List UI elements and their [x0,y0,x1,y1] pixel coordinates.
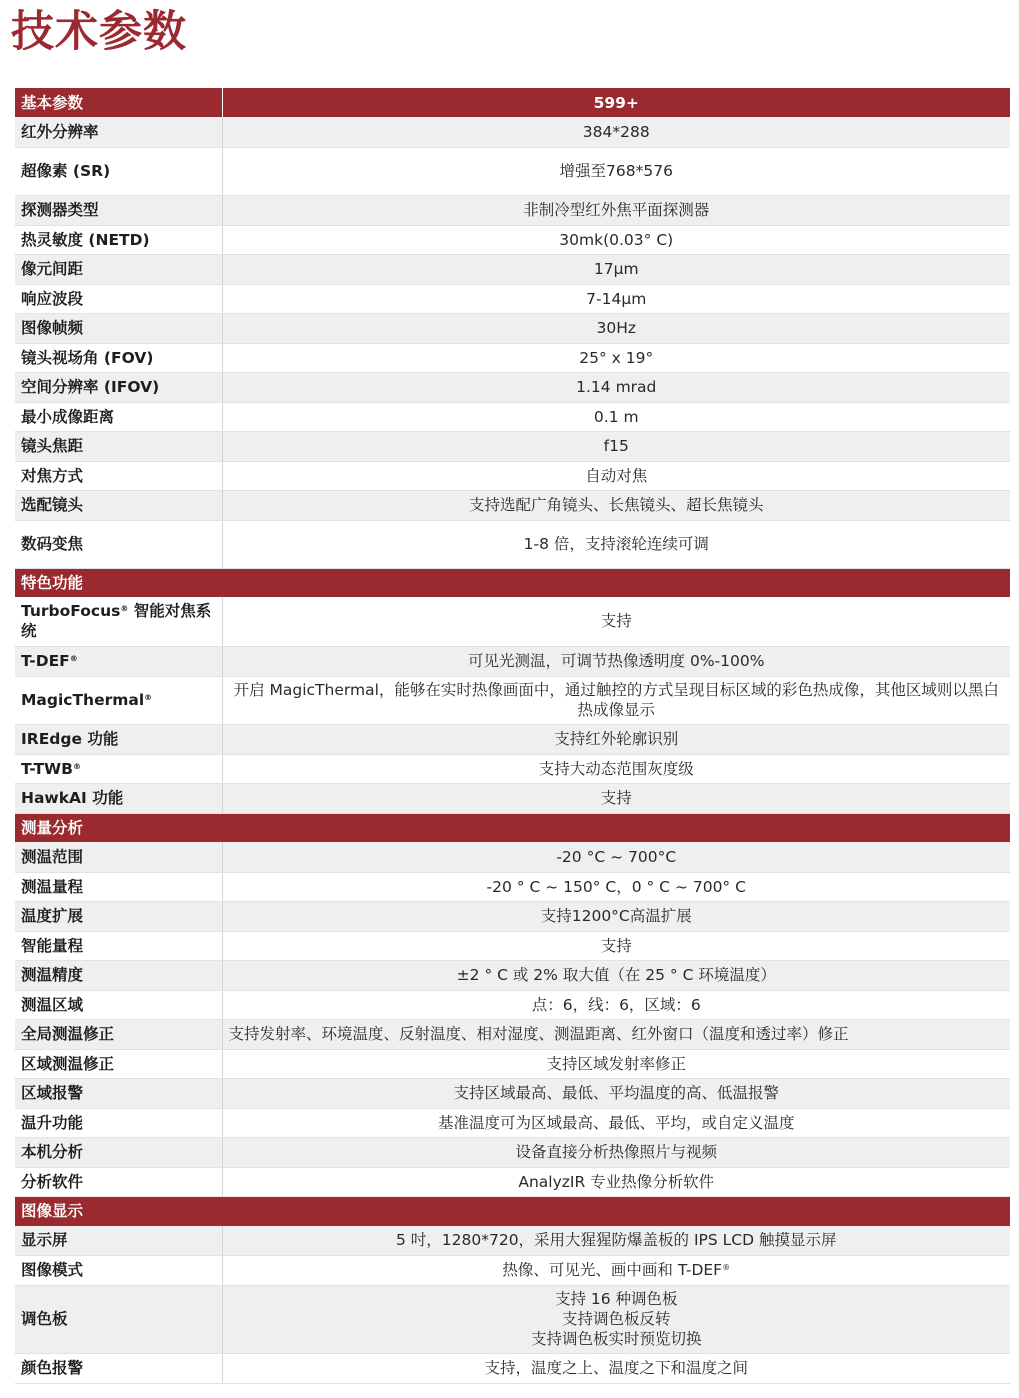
table-row [15,313,1010,343]
palette-line: 支持调色板反转 [561,1310,671,1328]
table-row [15,646,1010,676]
table-row [15,1019,1010,1049]
spec-label: 响应波段 [15,284,222,313]
spec-value: 支持发射率、环境温度、反射温度、相对湿度、测温距离、红外窗口（温度和透过率）修正 [222,1019,1010,1049]
spec-label: 红外分辨率 [15,117,222,147]
registered-mark: ® [72,761,81,771]
spec-value: 支持区域最高、最低、平均温度的高、低温报警 [222,1078,1010,1108]
spec-value: 支持，温度之上、温度之下和温度之间 [222,1353,1010,1383]
brand-name: T-DEF [21,652,70,670]
table-row [15,1226,1010,1255]
spec-label: 超像素 (SR) [15,147,222,195]
spec-label: 温升功能 [15,1108,222,1137]
table-row [15,724,1010,754]
table-row [15,343,1010,372]
spec-label: 全局测温修正 [15,1019,222,1049]
section-title: 基本参数 [15,88,222,117]
table-row [15,461,1010,490]
spec-label: 调色板 [15,1285,222,1353]
spec-label: 测温精度 [15,960,222,990]
table-row [15,931,1010,960]
brand-name: TurboFocus [21,602,121,621]
spec-label: 图像帧频 [15,313,222,343]
spec-label: 数码变焦 [15,520,222,568]
spec-label: 对焦方式 [15,461,222,490]
section-header-basic [15,88,1010,117]
spec-value: 支持 [222,597,1010,646]
table-row [15,1049,1010,1078]
spec-value: 1.14 mrad [222,372,1010,402]
section-header-measure [15,813,1010,842]
spec-label: IREdge 功能 [15,724,222,754]
spec-label: 颜色报警 [15,1353,222,1383]
spec-value: 支持1200°C高温扩展 [222,901,1010,931]
table-row [15,117,1010,147]
registered-mark: ® [722,1263,731,1272]
spec-label: 测温量程 [15,872,222,901]
table-row [15,254,1010,284]
spec-value: 0.1 m [222,402,1010,431]
spec-label: 空间分辨率 (IFOV) [15,372,222,402]
spec-table [15,88,1010,1384]
spec-label: 选配镜头 [15,490,222,520]
spec-value: 384*288 [222,117,1010,147]
spec-value: -20 ° C ~ 150° C，0 ° C ~ 700° C [222,872,1010,901]
spec-value: 支持 [222,783,1010,813]
spec-label: HawkAI 功能 [15,783,222,813]
table-row [15,520,1010,568]
spec-label [15,597,222,646]
spec-value: 30Hz [222,313,1010,343]
table-row [15,872,1010,901]
registered-mark: ® [120,604,129,614]
spec-value [222,1255,1010,1285]
table-row [15,431,1010,461]
table-row [15,842,1010,872]
label-rest: 智能对焦系统 [21,602,212,641]
spec-value: ±2 ° C 或 2% 取大值（在 25 ° C 环境温度） [222,960,1010,990]
spec-label: 温度扩展 [15,901,222,931]
section-header-features [15,568,1010,597]
spec-label: 探测器类型 [15,195,222,225]
spec-label: 智能量程 [15,931,222,960]
table-row [15,402,1010,431]
table-row [15,225,1010,254]
table-row [15,676,1010,724]
spec-label: 像元间距 [15,254,222,284]
table-row [15,372,1010,402]
spec-label: 测温区域 [15,990,222,1019]
table-row [15,990,1010,1019]
spec-value: 增强至768*576 [222,147,1010,195]
spec-label [15,646,222,676]
spec-label: 测温范围 [15,842,222,872]
table-row [15,960,1010,990]
spec-value: 点：6，线：6，区域：6 [222,990,1010,1019]
spec-label: 图像模式 [15,1255,222,1285]
spec-label: 本机分析 [15,1137,222,1167]
table-row [15,901,1010,931]
spec-label: 显示屏 [15,1226,222,1255]
section-header-display [15,1196,1010,1226]
spec-label: 分析软件 [15,1167,222,1196]
spec-value: 25° x 19° [222,343,1010,372]
model-name: 599+ [222,88,1010,117]
table-row [15,1108,1010,1137]
spec-value: 30mk(0.03° C) [222,225,1010,254]
table-row [15,147,1010,195]
section-title: 特色功能 [15,568,1010,597]
table-row [15,1137,1010,1167]
table-row [15,1353,1010,1383]
palette-line: 支持 16 种调色板 [554,1290,678,1308]
table-row [15,284,1010,313]
spec-label: 镜头视场角 (FOV) [15,343,222,372]
spec-value: 自动对焦 [222,461,1010,490]
spec-value: 支持红外轮廓识别 [222,724,1010,754]
table-row [15,783,1010,813]
registered-mark: ® [144,693,153,702]
spec-value: 开启 MagicThermal，能够在实时热像画面中，通过触控的方式呈现目标区域的彩色热成像，其他区域则以黑白热成像显示 [222,676,1010,724]
spec-value: 非制冷型红外焦平面探测器 [222,195,1010,225]
spec-label: 镜头焦距 [15,431,222,461]
spec-label: 区域测温修正 [15,1049,222,1078]
table-row [15,1078,1010,1108]
table-row [15,195,1010,225]
section-title: 测量分析 [15,813,1010,842]
table-row [15,490,1010,520]
table-row [15,754,1010,783]
spec-value: 5 吋，1280*720，采用大猩猩防爆盖板的 IPS LCD 触摸显示屏 [222,1226,1010,1255]
spec-label [15,676,222,724]
table-row [15,1255,1010,1285]
registered-mark: ® [69,654,78,663]
table-row [15,597,1010,646]
spec-value: AnalyzIR 专业热像分析软件 [222,1167,1010,1196]
mode-text: 热像、可见光、画中画和 T-DEF [502,1261,723,1279]
spec-value: 支持 [222,931,1010,960]
section-title: 图像显示 [15,1196,1010,1226]
spec-value: 支持大动态范围灰度级 [222,754,1010,783]
palette-line: 支持调色板实时预览切换 [530,1330,702,1348]
brand-name: T-TWB [21,759,73,778]
spec-value: 7-14μm [222,284,1010,313]
spec-value: 17μm [222,254,1010,284]
spec-label: 热灵敏度 (NETD) [15,225,222,254]
spec-label [15,754,222,783]
spec-value: 1-8 倍，支持滚轮连续可调 [222,520,1010,568]
spec-value: 可见光测温，可调节热像透明度 0%-100% [222,646,1010,676]
spec-value: 基准温度可为区域最高、最低、平均，或自定义温度 [222,1108,1010,1137]
table-row [15,1285,1010,1353]
spec-value [222,1285,1010,1353]
spec-label: 最小成像距离 [15,402,222,431]
spec-value: f15 [222,431,1010,461]
spec-label: 区域报警 [15,1078,222,1108]
page-title: 技术参数 [11,7,187,57]
brand-name: MagicThermal [21,691,145,709]
spec-value: 设备直接分析热像照片与视频 [222,1137,1010,1167]
table-row [15,1167,1010,1196]
spec-value: -20 °C ~ 700°C [222,842,1010,872]
spec-value: 支持选配广角镜头、长焦镜头、超长焦镜头 [222,490,1010,520]
spec-value: 支持区域发射率修正 [222,1049,1010,1078]
